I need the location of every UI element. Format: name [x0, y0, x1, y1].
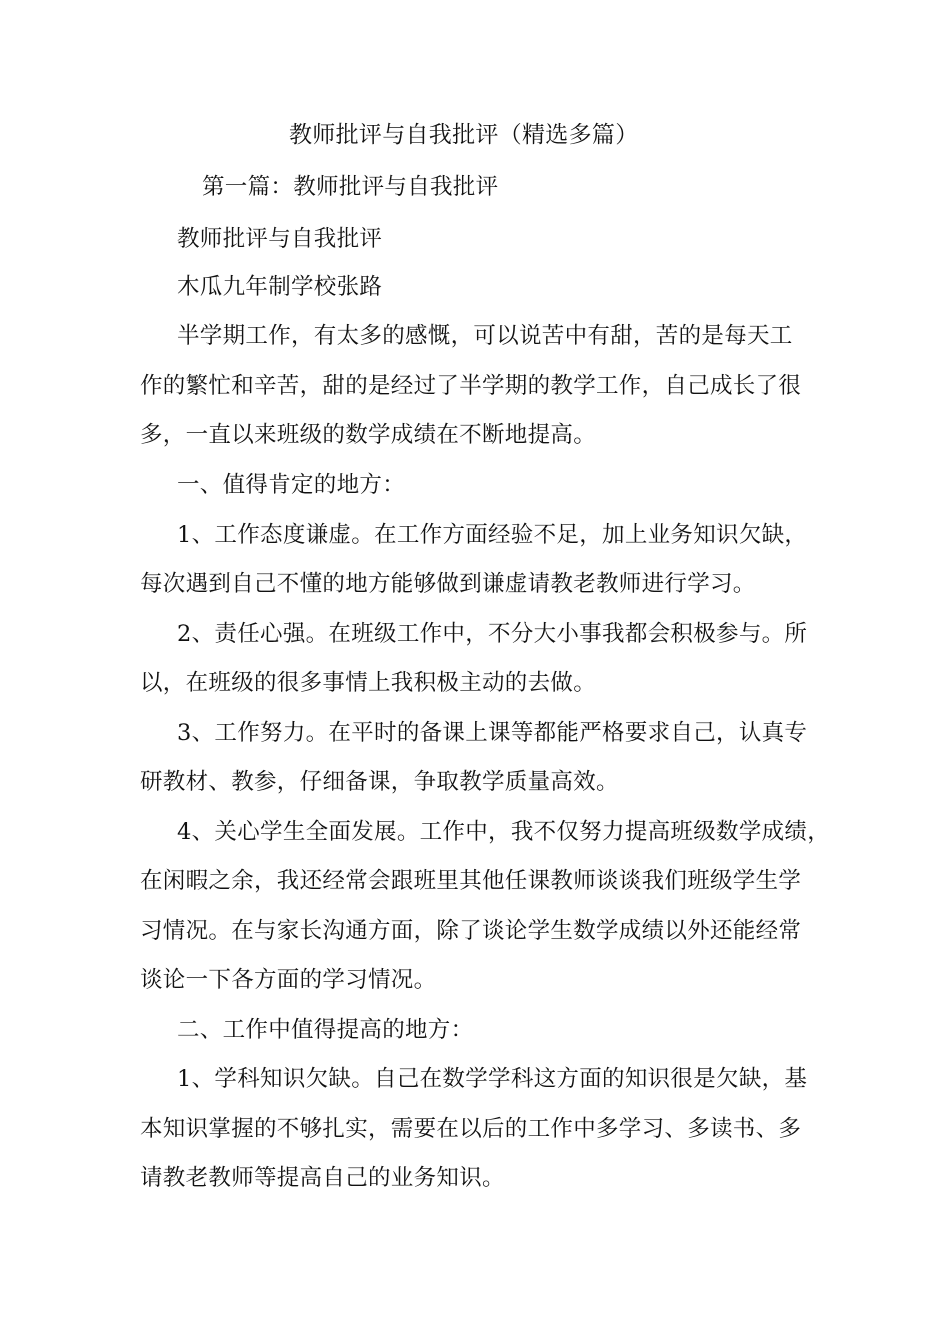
section-heading: 二、工作中值得提高的地方： [177, 1017, 474, 1043]
paragraph-line: 多，一直以来班级的数学成绩在不断地提高。 [140, 422, 597, 448]
paragraph-line: 4、关心学生全面发展。工作中，我不仅努力提高班级数学成绩， [177, 819, 831, 845]
chapter-heading: 第一篇：教师批评与自我批评 [202, 174, 499, 200]
paragraph-line: 以，在班级的很多事情上我积极主动的去做。 [140, 670, 597, 696]
paragraph-line: 2、责任心强。在班级工作中，不分大小事我都会积极参与。所 [177, 621, 808, 647]
paragraph-line: 作的繁忙和辛苦，甜的是经过了半学期的教学工作，自己成长了很 [140, 373, 802, 399]
paragraph-line: 本知识掌握的不够扎实，需要在以后的工作中多学习、多读书、多 [140, 1116, 802, 1142]
paragraph-line: 1、学科知识欠缺。自己在数学学科这方面的知识很是欠缺，基 [177, 1066, 808, 1092]
paragraph-line: 每次遇到自己不懂的地方能够做到谦虚请教老教师进行学习。 [140, 571, 756, 597]
paragraph-line: 1、工作态度谦虚。在工作方面经验不足，加上业务知识欠缺， [177, 522, 808, 548]
section-subtitle: 教师批评与自我批评 [177, 226, 383, 252]
section-heading: 一、值得肯定的地方： [177, 472, 406, 498]
paragraph-line: 在闲暇之余，我还经常会跟班里其他任课教师谈谈我们班级学生学 [140, 868, 802, 894]
paragraph-line: 3、工作努力。在平时的备课上课等都能严格要求自己，认真专 [177, 720, 808, 746]
paragraph-line: 习情况。在与家长沟通方面，除了谈论学生数学成绩以外还能经常 [140, 918, 802, 944]
paragraph-line: 请教老教师等提高自己的业务知识。 [140, 1165, 505, 1191]
paragraph-line: 半学期工作，有太多的感慨，可以说苦中有甜，苦的是每天工 [177, 323, 793, 349]
author-line: 木瓜九年制学校张路 [177, 274, 383, 300]
paragraph-line: 谈论一下各方面的学习情况。 [140, 967, 437, 993]
document-title: 教师批评与自我批评（精选多篇） [289, 122, 639, 148]
paragraph-line: 研教材、教参，仔细备课，争取教学质量高效。 [140, 769, 619, 795]
